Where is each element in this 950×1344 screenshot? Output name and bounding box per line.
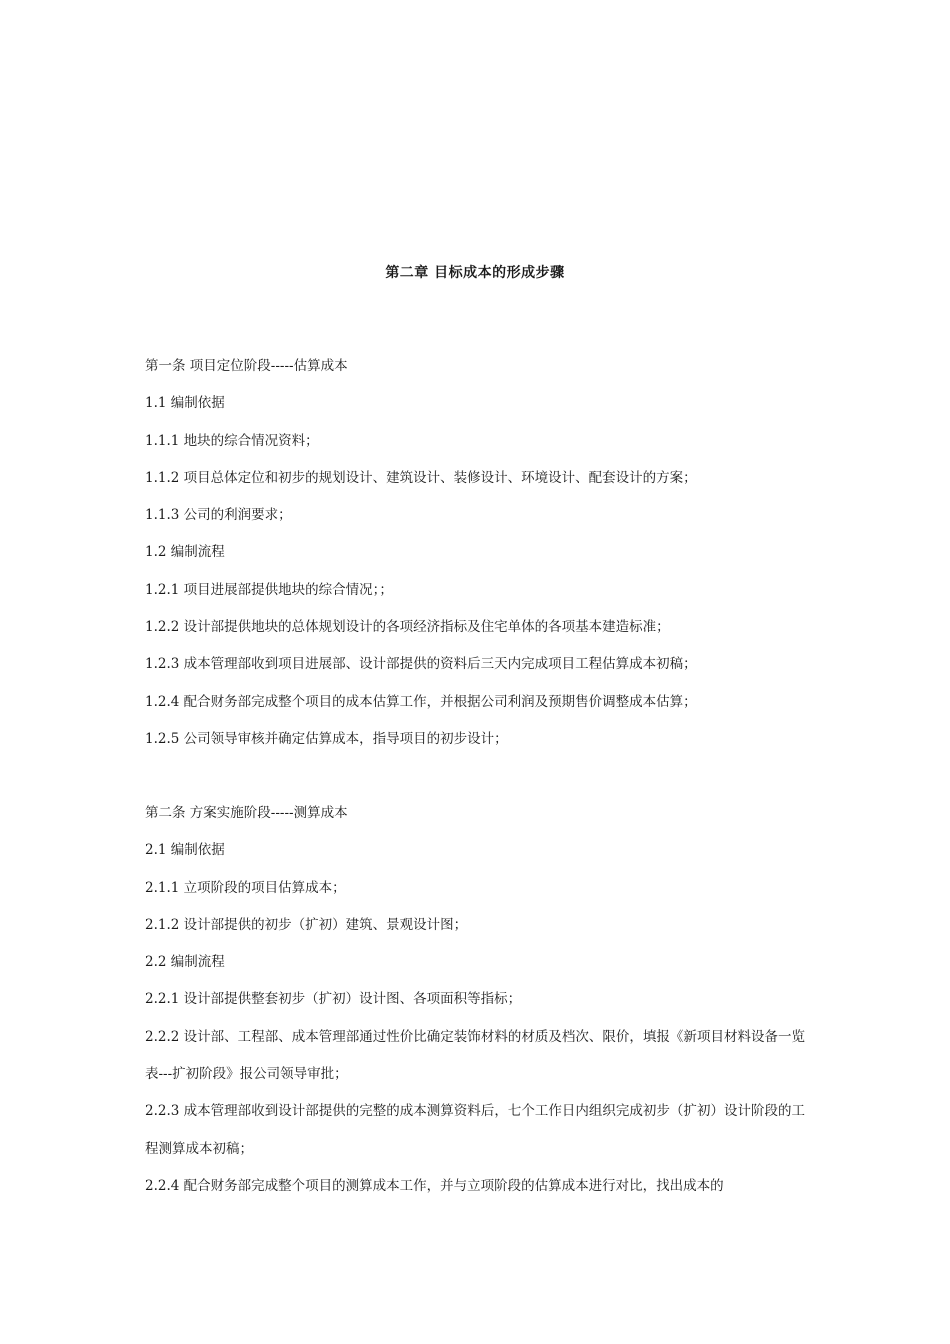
article-heading: 第一条 项目定位阶段-----估算成本 — [145, 358, 348, 374]
chapter-title: 第二章 目标成本的形成步骤 — [385, 265, 565, 281]
list-item: 2.2.3 成本管理部收到设计部提供的完整的成本测算资料后，七个工作日内组织完成初步（扩初）设计阶段的工程测算成本初稿； — [145, 1103, 805, 1157]
article-heading: 第二条 方案实施阶段-----测算成本 — [145, 805, 348, 821]
list-item: 2.2 编制流程 — [145, 954, 225, 971]
list-item: 1.2 编制流程 — [145, 544, 225, 561]
section-article-1 — [145, 348, 805, 758]
list-item: 1.2.4 配合财务部完成整个项目的成本估算工作，并根据公司利润及预期售价调整成本估算； — [145, 693, 697, 710]
list-item: 2.2.2 设计部、工程部、成本管理部通过性价比确定装饰材料的材质及档次、限价，填报《新项目材料设备一览表---扩初阶段》报公司领导审批； — [145, 1028, 805, 1083]
list-item: 1.2.3 成本管理部收到项目进展部、设计部提供的资料后三天内完成项目工程估算成本初稿； — [145, 656, 697, 673]
list-item: 1.1.1 地块的综合情况资料； — [145, 432, 319, 449]
list-item: 2.2.4 配合财务部完成整个项目的测算成本工作，并与立项阶段的估算成本进行对比，找出成本的 — [145, 1177, 724, 1194]
list-item: 2.1.1 立项阶段的项目估算成本； — [145, 879, 346, 896]
list-item: 2.1 编制依据 — [145, 842, 225, 859]
list-item: 1.1.2 项目总体定位和初步的规划设计、建筑设计、装修设计、环境设计、配套设计的方案； — [145, 469, 697, 486]
list-item: 1.2.5 公司领导审核并确定估算成本，指导项目的初步设计； — [145, 730, 508, 747]
list-item: 1.1.3 公司的利润要求； — [145, 507, 292, 524]
list-item: 2.1.2 设计部提供的初步（扩初）建筑、景观设计图； — [145, 916, 468, 933]
list-item: 1.2.1 项目进展部提供地块的综合情况；； — [145, 581, 393, 598]
list-item: 1.1 编制依据 — [145, 395, 225, 412]
list-item: 1.2.2 设计部提供地块的总体规划设计的各项经济指标及住宅单体的各项基本建造标准； — [145, 619, 670, 636]
section-article-2 — [145, 795, 805, 1205]
list-item: 2.2.1 设计部提供整套初步（扩初）设计图、各项面积等指标； — [145, 991, 522, 1008]
